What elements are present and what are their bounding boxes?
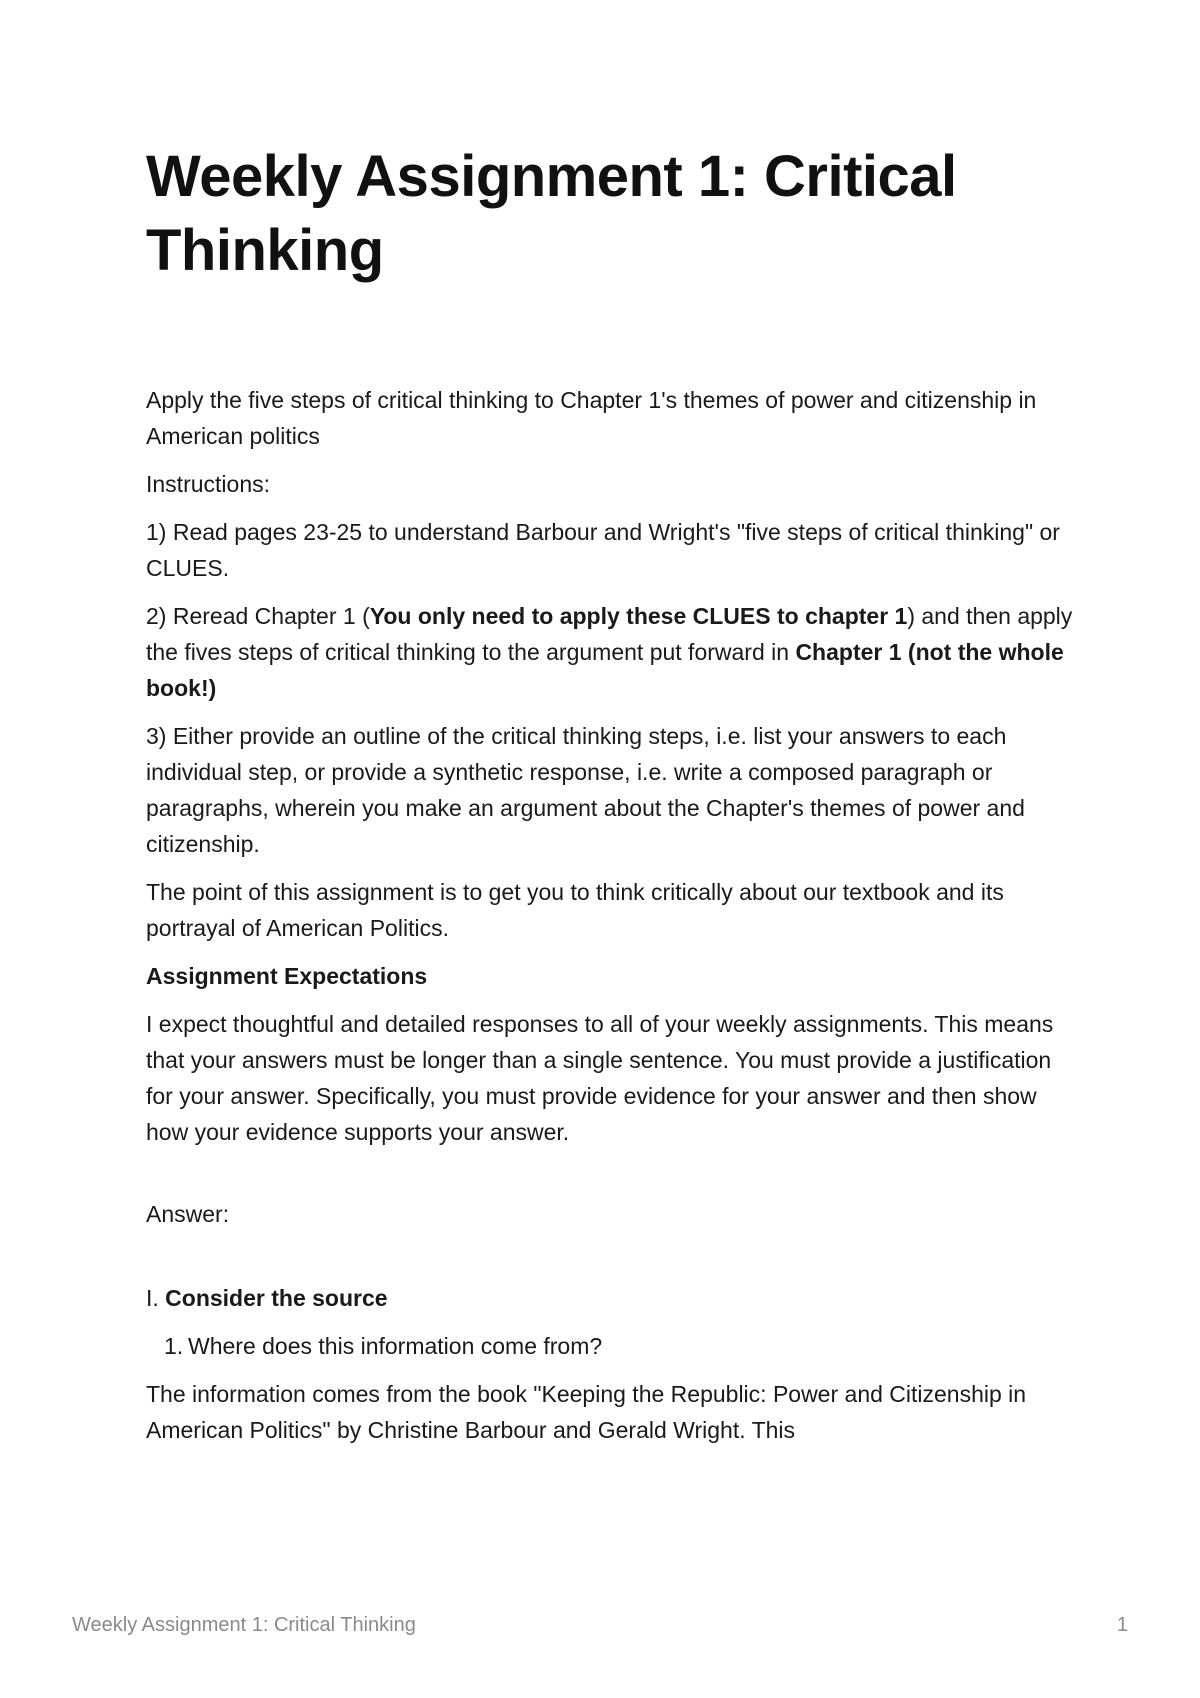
assignment-point: The point of this assignment is to get you to think critically about our textbook and its portrayal of American Politics. (146, 879, 1004, 942)
document-title: Weekly Assignment 1: Critical Thinking (146, 144, 957, 284)
step-2-emphasis: You only need to apply these CLUES to chapter 1 (369, 603, 908, 630)
footer-title: Weekly Assignment 1: Critical Thinking (72, 1614, 416, 1636)
page-number: 1 (1116, 1614, 1128, 1636)
question-number: 1. (164, 1333, 184, 1360)
expectations-heading: Assignment Expectations (146, 963, 428, 990)
instruction-step-3: 3) Either provide an outline of the critical thinking steps, i.e. list your answers to each individual step, or provide a synthetic response, i.e. write a composed paragraph or paragraphs, wherein you make an argument about the Chapter's themes of power and citizenship. (146, 723, 1025, 858)
expectations-paragraph: I expect thoughtful and detailed responses to all of your weekly assignments. This means that your answers must be longer than a single sentence. You must provide a justification for your answer. Specifically, you must provide evidence for your answer and then show how your evidence supports your answer. (146, 1011, 1054, 1146)
step-2-prefix: 2) Reread Chapter 1 ( (146, 603, 370, 630)
section-numeral: I. (146, 1285, 166, 1312)
instruction-step-2 (146, 598, 1076, 706)
document-page (146, 140, 1076, 1448)
page-footer (72, 1614, 1128, 1637)
answer-label: Answer: (146, 1201, 230, 1228)
instructions-label: Instructions: (146, 471, 270, 498)
instruction-step-1: 1) Read pages 23-25 to understand Barbour and Wright's "five steps of critical thinking" or CLUES. (146, 519, 1060, 582)
question-text: Where does this information come from? (188, 1333, 603, 1360)
question-1 (146, 1328, 1076, 1364)
answer-paragraph: The information comes from the book "Keeping the Republic: Power and Citizenship in American Politics" by Christine Barbour and Gerald Wright. This (146, 1381, 1027, 1444)
step-2-middle: ) and then apply the fives steps of critical thinking to the argument put forward in (146, 603, 1073, 666)
step-2-chapter-emphasis: Chapter 1 (not the whole book!) (146, 639, 1064, 702)
section-heading-consider-source (146, 1280, 1076, 1316)
intro-paragraph: Apply the five steps of critical thinking to Chapter 1's themes of power and citizenship in American politics (146, 387, 1037, 450)
section-title: Consider the source (165, 1285, 388, 1312)
